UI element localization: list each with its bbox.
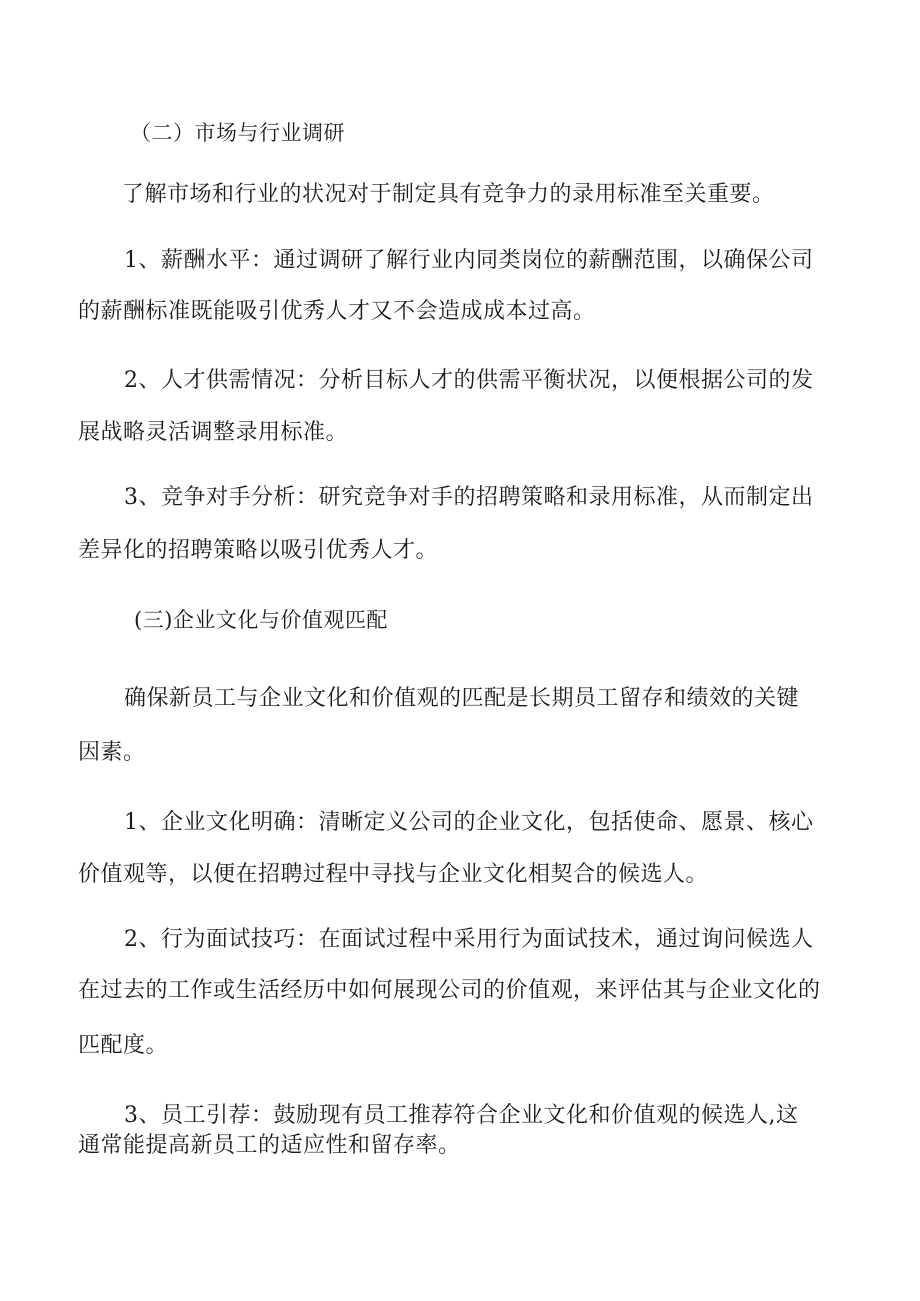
section2-item3-line2: 差异化的招聘策略以吸引优秀人才。 — [78, 538, 439, 563]
section2-item1-line2: 的薪酬标准既能吸引优秀人才又不会造成成本过高。 — [78, 299, 596, 324]
section3-item2-line1: 2、行为面试技巧：在面试过程中采用行为面试技术，通过询问候选人 — [124, 927, 814, 952]
section3-item1-line1: 1、企业文化明确：清晰定义公司的企业文化，包括使命、愿景、核心 — [124, 810, 814, 835]
section3-item3-line1: 3、员工引荐：鼓励现有员工推荐符合企业文化和价值观的候选人,这 — [124, 1103, 799, 1128]
section2-item2-line2: 展战略灵活调整录用标准。 — [78, 420, 349, 445]
section-heading-market-research: （二）市场与行业调研 — [130, 121, 345, 145]
section2-intro: 了解市场和行业的状况对于制定具有竞争力的录用标准至关重要。 — [122, 182, 775, 207]
section3-intro-line2: 因素。 — [78, 740, 146, 765]
section3-item3-line2: 通常能提高新员工的适应性和留存率。 — [78, 1133, 461, 1158]
section2-item1-line1: 1、薪酬水平：通过调研了解行业内同类岗位的薪酬范围，以确保公司 — [124, 248, 814, 273]
section3-item2-line2: 在过去的工作或生活经历中如何展现公司的价值观，来评估其与企业文化的 — [78, 978, 821, 1003]
section3-intro-line1: 确保新员工与企业文化和价值观的匹配是长期员工留存和绩效的关键 — [124, 686, 800, 711]
section-heading-culture-fit: (三)企业文化与价值观匹配 — [134, 608, 388, 632]
section2-item3-line1: 3、竞争对手分析：研究竞争对手的招聘策略和录用标准，从而制定出 — [124, 485, 814, 510]
section3-item2-line3: 匹配度。 — [78, 1033, 169, 1058]
section3-item1-line2: 价值观等，以便在招聘过程中寻找与企业文化相契合的候选人。 — [78, 862, 709, 887]
section2-item2-line1: 2、人才供需情况：分析目标人才的供需平衡状况，以便根据公司的发 — [124, 368, 814, 393]
